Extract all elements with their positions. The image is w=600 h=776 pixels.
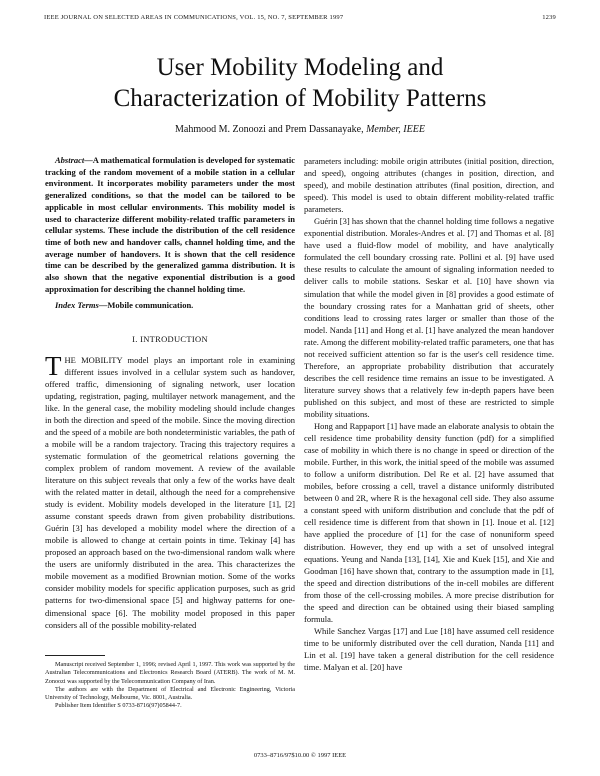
author-role: Member, IEEE [366, 124, 425, 135]
section-number: I. [132, 334, 138, 345]
index-terms-label: Index Terms [55, 300, 99, 311]
abstract [45, 155, 295, 295]
right-paragraph-4: While Sanchez Vargas [17] and Lue [18] have assumed cell residence time to be uniformly distributed over the cell duration, Nanda [11] and Lin et al. [19] have taken a general distribution for the cell residence time. Malyan et al. [20] have [304, 625, 554, 672]
author-line [0, 124, 600, 135]
abstract-text: —A mathematical formulation is developed for systematic tracking of the random movement of a mobile station in a cellular environment. It incorporates mobility parameters under the most generalized conditions, so that the model can be tailored to be applicable in most cellular environments. This mobility model is used to characterize different mobility-related traffic parameters in cellular systems. These include the distribution of the cell residence time of both new and handover calls, channel holding time, and the average number of handovers. It is shown that the cell residence time can be described by the generalized gamma distribution. It is also shown that the negative exponential distribution is a good approximation for describing the channel holding time. [45, 155, 295, 294]
intro-paragraph-1-text: HE MOBILITY model plays an important role in examining different issues involved in a cellular system such as handover, offered traffic, dimensioning of signaling network, user location updating, registration, paging, multilayer network management, and the like. In the general case, the mobility modeling should include changes in both the direction and speed of the mobile. Since the moving direction and the speed of a mobile are both nondeterministic variables, the path of a mobile will be a random trajectory. Tracing this trajectory requires a systematic formulation of the geometrical relations governing the complex problem of random movement. A review of the available literature on this subject reveals that only a few of the works have dealt with the related matter in detail, although the need for a comprehensive study is evident. Mobility models developed in the literature [1], [2] assume constant speeds drawn from given probability distributions. Guérin [3] has developed a mobility model where the direction of a mobile is allowed to change at certain points in time. Tekinay [4] has proposed an approach based on the two-dimensional random walk where the users are uniformly distributed in the area. This characterizes the mobile movement as a modified Brownian motion. Some of the works consider mobility models for specific application purposes, such as grid patterns for two-dimensional space [5] and highway patterns for one-dimensional space [6]. The mobility model proposed in this paper considers all of the possible mobility-related [45, 354, 295, 630]
copyright-line: 0733–8716/97$10.00 © 1997 IEEE [253, 752, 347, 759]
page-number: 1239 [542, 14, 556, 21]
index-terms-text: —Mobile communication. [98, 300, 194, 311]
right-paragraph-3: Hong and Rappaport [1] have made an elaborate analysis to obtain the cell residence time probability density function (pdf) for a simplified case of mobility in which there is no change in speed or direction of the mobile. Further, in this work, the initial speed of the mobile was assumed to follow a uniform distribution. Del Re et al. [2] have assumed that mobiles, before crossing a cell, travel a distance uniformly distributed between 0 and 2R, where R is the hexagonal cell side. They also assume a constant speed with uniform distribution and conclude that the pdf of cell residence time is different from that shown in [1]. Inoue et al. [12] have applied the procedure of [1] for the case of nonuniform speed distribution. However, they end up with a set of unsolved integral equations. Yeung and Nanda [13], [14], Xie and Kuek [15], and Xie and Goodman [16] have shown that, contrary to the assumption made in [1], the speed and direction distributions of the in-cell mobiles are different from those of the cell-crossing mobiles. A more precise distribution for the speed and direction can be obtained using their biased sampling formula. [304, 421, 554, 624]
footnote-affiliation: The authors are with the Department of Electrical and Electronic Engineering, Victoria University of Technology, Melbourne, Vic. 8001, Australia. [45, 685, 295, 702]
right-column [304, 155, 554, 673]
section-title-rest: NTRODUCTION [143, 334, 208, 345]
footnote-pii: Publisher Item Identifier S 0733-8716(97)05844-7. [55, 702, 182, 710]
index-terms [45, 299, 295, 311]
journal-header: IEEE JOURNAL ON SELECTED AREAS IN COMMUNICATIONS, VOL. 15, NO. 7, SEPTEMBER 1997 [44, 14, 344, 21]
footnote-rule [45, 655, 105, 656]
running-header [44, 14, 556, 21]
paper-title [0, 52, 600, 114]
right-paragraph-1: parameters including: mobile origin attributes (initial position, direction, and speed), ongoing attributes (changes in position, direction, and speed), and mobile destination attributes (final position, direction, and speed). This model is used to obtain different mobility-related traffic parameters. [304, 156, 554, 215]
intro-paragraph-1 [45, 350, 295, 631]
title-line-1: User Mobility Modeling and [156, 54, 444, 81]
left-column [45, 155, 295, 631]
title-line-2: Characterization of Mobility Patterns [113, 85, 487, 112]
abstract-label: Abstract [55, 155, 85, 165]
drop-cap: T [45, 350, 62, 381]
section-heading [45, 333, 295, 345]
footnote-block [45, 655, 295, 711]
author-names: Mahmood M. Zonoozi and Prem Dassanayake, [175, 124, 364, 135]
footnote-manuscript: Manuscript received September 1, 1996; revised April 1, 1997. This work was supported by the Australian Telecommunications and Electronics Research Board (ATERB). The work of M. M. Zonoozi was supported by the Telecommunication Company of Iran. [45, 661, 295, 685]
right-paragraph-2: Guérin [3] has shown that the channel holding time follows a negative exponential distribution. Morales-Andres et al. [7] and Thomas et al. [8] have used a fluid-flow model of mobility, and have analytically formulated the cell boundary crossing rate. Pollini et al. [9] have used these results to calculate the amount of signaling information needed to deliver calls to mobile stations. Seskar et al. [10] have shown via simulation that while the model given in [8] provides a good estimate of the boundary crossing rates for a Manhattan grid of sheets, other conditions lead to crossing rates larger or smaller than those of the model. Nanda [11] and Hong et al. [1] have analyzed the mean handover rate. Among the different mobility-related traffic parameters, one that has not received sufficient attention so far is the user's cell residence time. Therefore, an appropriate probability distribution that accurately describes the cell residence time remains an issue to be investigated. A literature survey shows that a relatively few in-depth papers have been published on this subject, and most of these are restricted to simple mobility situations. [304, 216, 554, 419]
section-title-first: I [140, 334, 144, 345]
